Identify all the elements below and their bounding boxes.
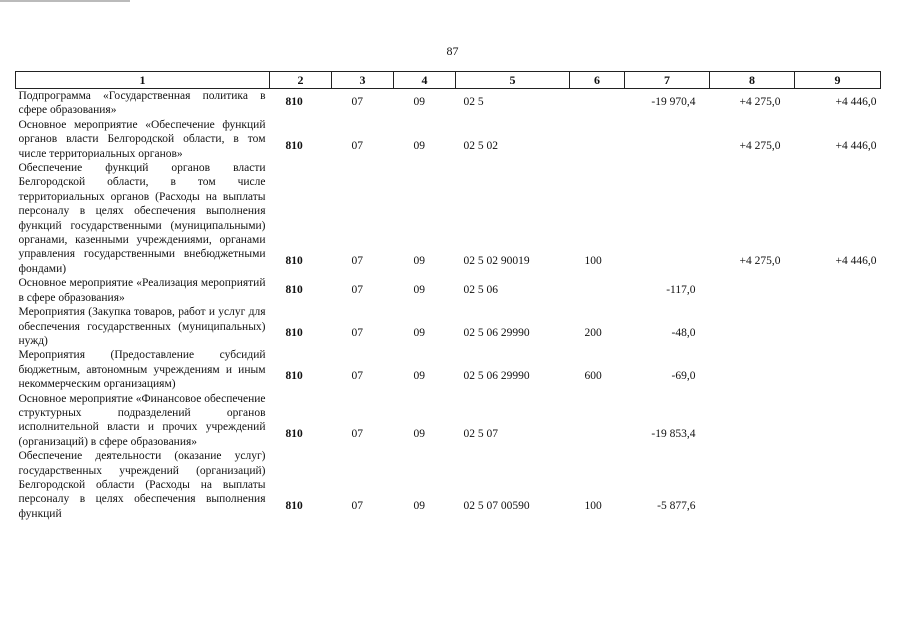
row-csr-code-text: 02 5 02 90019 — [463, 254, 530, 267]
header-row — [16, 72, 881, 89]
row-pr-code-text: 09 — [413, 427, 425, 440]
row-rz-code — [332, 305, 394, 348]
row-rz-code-text: 07 — [351, 254, 363, 267]
row-value-col8 — [710, 89, 795, 118]
row-csr-code — [456, 89, 570, 118]
row-value-col9 — [795, 392, 881, 450]
row-name — [16, 348, 270, 391]
row-pr-code — [394, 276, 456, 305]
row-csr-code-text: 02 5 06 29990 — [463, 326, 530, 339]
row-name — [16, 305, 270, 348]
row-rz-code — [332, 161, 394, 276]
row-csr-code — [456, 305, 570, 348]
row-value-col7 — [625, 392, 710, 450]
table-row — [16, 276, 881, 305]
row-value-col9-text: +4 446,0 — [835, 139, 877, 152]
row-value-col8 — [710, 118, 795, 161]
column-header: 3 — [332, 72, 394, 89]
row-rz-code — [332, 276, 394, 305]
row-csr-code — [456, 161, 570, 276]
row-gr-code — [270, 118, 332, 161]
row-name-text: Основное мероприятие «Реализация мероприятий в сфере образования» — [18, 277, 266, 304]
row-gr-code-text: 810 — [285, 427, 303, 440]
column-header: 9 — [795, 72, 881, 89]
table-row — [16, 449, 881, 521]
row-pr-code-text: 09 — [413, 96, 425, 109]
row-gr-code — [270, 89, 332, 118]
row-vr-code-text: 200 — [584, 326, 602, 339]
row-value-col7 — [625, 118, 710, 161]
row-csr-code — [456, 449, 570, 521]
row-gr-code-text: 810 — [285, 499, 303, 512]
row-pr-code-text: 09 — [413, 326, 425, 339]
row-gr-code-text: 810 — [285, 139, 303, 152]
row-gr-code-text: 810 — [285, 370, 303, 383]
page-number: 87 — [446, 44, 459, 58]
row-rz-code — [332, 118, 394, 161]
column-header: 5 — [456, 72, 570, 89]
row-gr-code-text: 810 — [285, 283, 303, 296]
row-rz-code — [332, 392, 394, 450]
row-rz-code — [332, 348, 394, 391]
row-rz-code-text: 07 — [351, 370, 363, 383]
row-value-col7-text: -117,0 — [666, 283, 696, 296]
row-vr-code-text: 100 — [584, 499, 602, 512]
row-name-text: Обеспечение функций органов власти Белгородской области, в том числе территориальных органов (Расходы на выплаты персоналу в целях обеспечения выполнения функций государственными (муниципальными) органами, казенными учреждениями, органами управления государственными внебюджетными фондами) — [18, 162, 266, 275]
row-pr-code — [394, 161, 456, 276]
row-csr-code — [456, 392, 570, 450]
row-pr-code — [394, 305, 456, 348]
row-pr-code — [394, 449, 456, 521]
row-pr-code-text: 09 — [413, 139, 425, 152]
top-rule — [0, 0, 130, 2]
row-value-col9 — [795, 276, 881, 305]
row-name — [16, 161, 270, 276]
table-row — [16, 348, 881, 391]
row-value-col8 — [710, 305, 795, 348]
row-vr-code — [570, 449, 625, 521]
row-pr-code — [394, 89, 456, 118]
row-pr-code-text: 09 — [413, 254, 425, 267]
row-pr-code-text: 09 — [413, 370, 425, 383]
row-vr-code — [570, 118, 625, 161]
row-rz-code — [332, 89, 394, 118]
row-pr-code-text: 09 — [413, 283, 425, 296]
row-vr-code — [570, 161, 625, 276]
row-vr-code-text: 100 — [584, 254, 602, 267]
row-value-col8 — [710, 392, 795, 450]
row-csr-code-text: 02 5 — [463, 96, 484, 109]
row-name-text: Обеспечение деятельности (оказание услуг) государственных учреждений (организаций) Белгородской области (Расходы на выплаты персоналу в целях обеспечения выполнения функций — [18, 450, 266, 520]
row-value-col9 — [795, 449, 881, 521]
row-value-col7 — [625, 449, 710, 521]
table-row — [16, 161, 881, 276]
row-name — [16, 89, 270, 118]
row-value-col7 — [625, 89, 710, 118]
row-value-col7-text: -69,0 — [671, 370, 696, 383]
row-name — [16, 118, 270, 161]
row-value-col8 — [710, 276, 795, 305]
row-vr-code — [570, 89, 625, 118]
row-value-col8-text: +4 275,0 — [739, 96, 781, 109]
row-vr-code-text: 600 — [584, 370, 602, 383]
row-pr-code — [394, 348, 456, 391]
row-value-col9-text: +4 446,0 — [835, 96, 877, 109]
row-name — [16, 276, 270, 305]
row-csr-code-text: 02 5 06 — [463, 283, 498, 296]
row-value-col7-text: -48,0 — [671, 326, 696, 339]
column-header: 1 — [16, 72, 270, 89]
row-value-col7 — [625, 276, 710, 305]
row-value-col7-text: -19 970,4 — [651, 96, 696, 109]
row-value-col7-text: -5 877,6 — [657, 499, 696, 512]
table-row — [16, 392, 881, 450]
row-gr-code — [270, 305, 332, 348]
row-pr-code — [394, 118, 456, 161]
row-name-text: Основное мероприятие «Финансовое обеспечение структурных подразделений органов исполнительной власти и прочих учреждений (организаций) в сфере образования» — [18, 392, 266, 448]
row-rz-code-text: 07 — [351, 139, 363, 152]
row-gr-code — [270, 276, 332, 305]
row-csr-code-text: 02 5 07 00590 — [463, 499, 530, 512]
row-value-col8 — [710, 161, 795, 276]
row-csr-code — [456, 348, 570, 391]
column-header: 6 — [570, 72, 625, 89]
row-vr-code — [570, 276, 625, 305]
row-rz-code — [332, 449, 394, 521]
table-body — [16, 89, 881, 522]
row-gr-code — [270, 161, 332, 276]
column-header: 8 — [710, 72, 795, 89]
row-value-col9-text: +4 446,0 — [835, 254, 877, 267]
row-gr-code-text: 810 — [285, 96, 303, 109]
row-rz-code-text: 07 — [351, 427, 363, 440]
row-vr-code — [570, 305, 625, 348]
row-value-col8-text: +4 275,0 — [739, 139, 781, 152]
row-csr-code-text: 02 5 06 29990 — [463, 370, 530, 383]
row-name-text: Подпрограмма «Государственная политика в сфере образования» — [18, 90, 266, 117]
row-gr-code-text: 810 — [285, 326, 303, 339]
row-csr-code-text: 02 5 07 — [463, 427, 498, 440]
row-rz-code-text: 07 — [351, 499, 363, 512]
row-gr-code — [270, 449, 332, 521]
row-value-col8 — [710, 348, 795, 391]
row-csr-code — [456, 276, 570, 305]
row-value-col9 — [795, 161, 881, 276]
row-name — [16, 392, 270, 450]
row-csr-code-text: 02 5 02 — [463, 139, 498, 152]
row-vr-code — [570, 392, 625, 450]
table-row — [16, 118, 881, 161]
row-value-col7 — [625, 348, 710, 391]
row-value-col9 — [795, 305, 881, 348]
row-pr-code — [394, 392, 456, 450]
row-value-col7 — [625, 161, 710, 276]
row-value-col8-text: +4 275,0 — [739, 254, 781, 267]
row-rz-code-text: 07 — [351, 96, 363, 109]
table-row — [16, 305, 881, 348]
row-gr-code-text: 810 — [285, 254, 303, 267]
row-gr-code — [270, 348, 332, 391]
column-header: 2 — [270, 72, 332, 89]
row-value-col9 — [795, 118, 881, 161]
row-csr-code — [456, 118, 570, 161]
row-pr-code-text: 09 — [413, 499, 425, 512]
row-value-col9 — [795, 348, 881, 391]
row-name-text: Основное мероприятие «Обеспечение функций органов власти Белгородской области, в том числе территориальных органов» — [18, 118, 266, 160]
row-value-col7 — [625, 305, 710, 348]
row-rz-code-text: 07 — [351, 326, 363, 339]
table-row — [16, 89, 881, 118]
budget-table — [15, 71, 881, 521]
row-rz-code-text: 07 — [351, 283, 363, 296]
row-name-text: Мероприятия (Закупка товаров, работ и услуг для обеспечения государственных (муниципальных) нужд) — [18, 306, 266, 347]
row-name — [16, 449, 270, 521]
column-header: 7 — [625, 72, 710, 89]
row-value-col9 — [795, 89, 881, 118]
row-value-col7-text: -19 853,4 — [651, 427, 696, 440]
row-value-col8 — [710, 449, 795, 521]
column-header: 4 — [394, 72, 456, 89]
row-gr-code — [270, 392, 332, 450]
row-name-text: Мероприятия (Предоставление субсидий бюджетным, автономным учреждениям и иным некоммерческим организациям) — [18, 349, 266, 391]
row-vr-code — [570, 348, 625, 391]
